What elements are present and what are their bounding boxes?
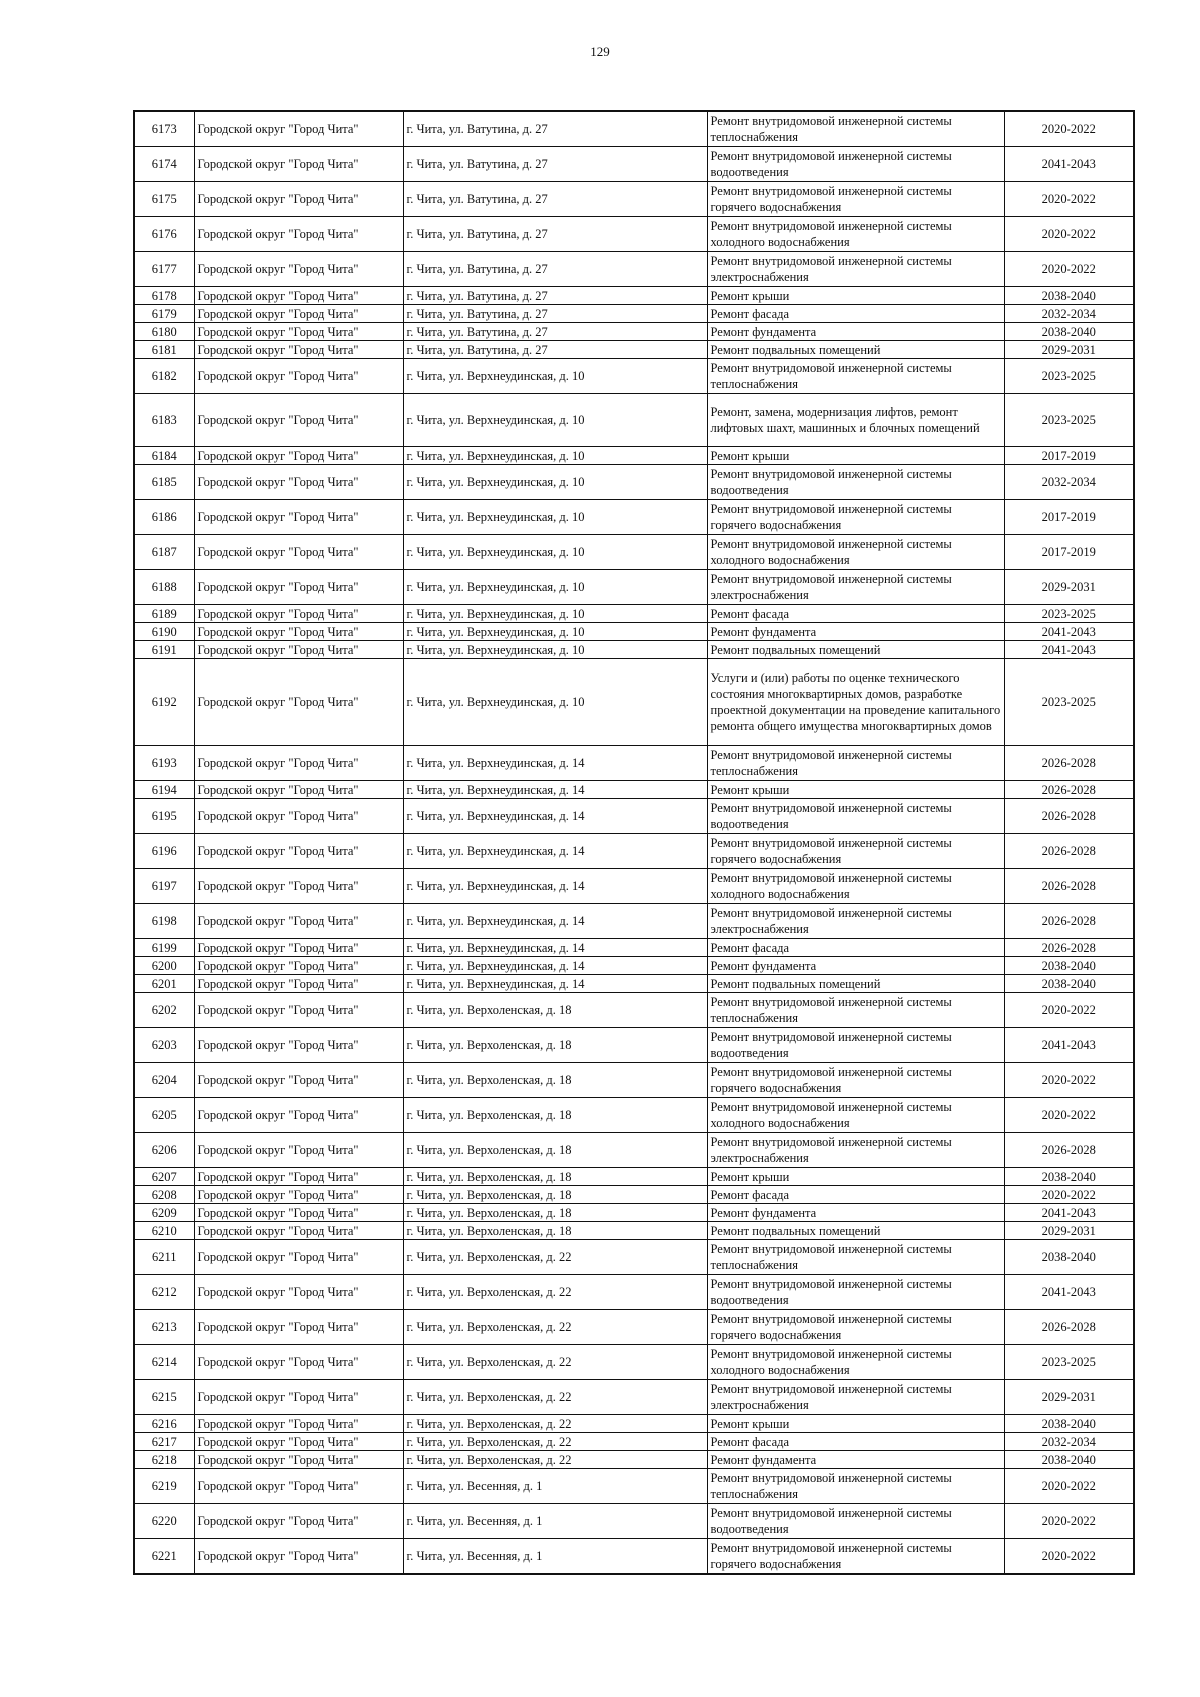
work-type-cell: Ремонт подвальных помещений [707, 975, 1004, 993]
row-number-cell: 6190 [134, 623, 194, 641]
work-type-cell: Ремонт внутридомовой инженерной системы холодного водоснабжения [707, 869, 1004, 904]
period-cell: 2023-2025 [1004, 605, 1134, 623]
address-cell: г. Чита, ул. Верхнеудинская, д. 10 [403, 535, 707, 570]
address-cell: г. Чита, ул. Верхоленская, д. 18 [403, 993, 707, 1028]
work-type-cell: Ремонт внутридомовой инженерной системы электроснабжения [707, 904, 1004, 939]
work-type-cell: Ремонт внутридомовой инженерной системы водоотведения [707, 465, 1004, 500]
work-type-cell: Ремонт внутридомовой инженерной системы холодного водоснабжения [707, 1098, 1004, 1133]
municipality-cell: Городской округ "Город Чита" [194, 182, 403, 217]
address-cell: г. Чита, ул. Верхнеудинская, д. 14 [403, 746, 707, 781]
work-type-cell: Ремонт подвальных помещений [707, 341, 1004, 359]
municipality-cell: Городской округ "Город Чита" [194, 1310, 403, 1345]
row-number-cell: 6182 [134, 359, 194, 394]
table-row [134, 1310, 1134, 1345]
period-cell: 2017-2019 [1004, 447, 1134, 465]
table-row [134, 1133, 1134, 1168]
period-cell: 2023-2025 [1004, 659, 1134, 746]
address-cell: г. Чита, ул. Ватутина, д. 27 [403, 217, 707, 252]
table-row [134, 993, 1134, 1028]
municipality-cell: Городской округ "Город Чита" [194, 111, 403, 147]
work-type-cell: Ремонт фасада [707, 1186, 1004, 1204]
period-cell: 2038-2040 [1004, 1415, 1134, 1433]
table-row [134, 1204, 1134, 1222]
row-number-cell: 6221 [134, 1539, 194, 1575]
row-number-cell: 6174 [134, 147, 194, 182]
table-row [134, 500, 1134, 535]
address-cell: г. Чита, ул. Верхоленская, д. 18 [403, 1098, 707, 1133]
work-type-cell: Ремонт подвальных помещений [707, 641, 1004, 659]
row-number-cell: 6198 [134, 904, 194, 939]
table-row [134, 465, 1134, 500]
municipality-cell: Городской округ "Город Чита" [194, 394, 403, 447]
address-cell: г. Чита, ул. Верхнеудинская, д. 10 [403, 447, 707, 465]
table-row [134, 1240, 1134, 1275]
work-type-cell: Ремонт внутридомовой инженерной системы горячего водоснабжения [707, 834, 1004, 869]
table-row [134, 869, 1134, 904]
address-cell: г. Чита, ул. Ватутина, д. 27 [403, 305, 707, 323]
work-type-cell: Ремонт крыши [707, 287, 1004, 305]
period-cell: 2020-2022 [1004, 182, 1134, 217]
address-cell: г. Чита, ул. Верхоленская, д. 22 [403, 1310, 707, 1345]
address-cell: г. Чита, ул. Верхнеудинская, д. 10 [403, 394, 707, 447]
row-number-cell: 6200 [134, 957, 194, 975]
table-row [134, 1275, 1134, 1310]
municipality-cell: Городской округ "Город Чита" [194, 1168, 403, 1186]
municipality-cell: Городской округ "Город Чита" [194, 957, 403, 975]
row-number-cell: 6209 [134, 1204, 194, 1222]
work-type-cell: Ремонт внутридомовой инженерной системы горячего водоснабжения [707, 1539, 1004, 1575]
period-cell: 2038-2040 [1004, 287, 1134, 305]
work-type-cell: Ремонт крыши [707, 781, 1004, 799]
row-number-cell: 6212 [134, 1275, 194, 1310]
table-row [134, 1222, 1134, 1240]
address-cell: г. Чита, ул. Верхоленская, д. 22 [403, 1451, 707, 1469]
municipality-cell: Городской округ "Город Чита" [194, 1028, 403, 1063]
table-row [134, 1469, 1134, 1504]
work-type-cell: Ремонт крыши [707, 1415, 1004, 1433]
work-type-cell: Ремонт фасада [707, 605, 1004, 623]
row-number-cell: 6180 [134, 323, 194, 341]
address-cell: г. Чита, ул. Верхоленская, д. 18 [403, 1186, 707, 1204]
municipality-cell: Городской округ "Город Чита" [194, 659, 403, 746]
row-number-cell: 6184 [134, 447, 194, 465]
period-cell: 2041-2043 [1004, 641, 1134, 659]
municipality-cell: Городской округ "Город Чита" [194, 323, 403, 341]
row-number-cell: 6177 [134, 252, 194, 287]
period-cell: 2032-2034 [1004, 305, 1134, 323]
municipality-cell: Городской округ "Город Чита" [194, 500, 403, 535]
table-row [134, 1380, 1134, 1415]
work-type-cell: Ремонт внутридомовой инженерной системы электроснабжения [707, 570, 1004, 605]
work-type-cell: Ремонт внутридомовой инженерной системы горячего водоснабжения [707, 1310, 1004, 1345]
address-cell: г. Чита, ул. Ватутина, д. 27 [403, 323, 707, 341]
row-number-cell: 6186 [134, 500, 194, 535]
municipality-cell: Городской округ "Город Чита" [194, 1222, 403, 1240]
table-row [134, 359, 1134, 394]
row-number-cell: 6193 [134, 746, 194, 781]
municipality-cell: Городской округ "Город Чита" [194, 869, 403, 904]
municipality-cell: Городской округ "Город Чита" [194, 570, 403, 605]
row-number-cell: 6206 [134, 1133, 194, 1168]
work-type-cell: Ремонт фундамента [707, 623, 1004, 641]
work-type-cell: Ремонт внутридомовой инженерной системы водоотведения [707, 1275, 1004, 1310]
period-cell: 2020-2022 [1004, 993, 1134, 1028]
address-cell: г. Чита, ул. Верхнеудинская, д. 10 [403, 465, 707, 500]
work-type-cell: Ремонт фасада [707, 939, 1004, 957]
row-number-cell: 6181 [134, 341, 194, 359]
address-cell: г. Чита, ул. Верхоленская, д. 22 [403, 1433, 707, 1451]
municipality-cell: Городской округ "Город Чита" [194, 1380, 403, 1415]
period-cell: 2020-2022 [1004, 1539, 1134, 1575]
row-number-cell: 6194 [134, 781, 194, 799]
work-type-cell: Ремонт фундамента [707, 323, 1004, 341]
row-number-cell: 6204 [134, 1063, 194, 1098]
work-type-cell: Ремонт внутридомовой инженерной системы теплоснабжения [707, 111, 1004, 147]
municipality-cell: Городской округ "Город Чита" [194, 623, 403, 641]
municipality-cell: Городской округ "Город Чита" [194, 904, 403, 939]
address-cell: г. Чита, ул. Верхоленская, д. 18 [403, 1028, 707, 1063]
table-row [134, 182, 1134, 217]
period-cell: 2026-2028 [1004, 904, 1134, 939]
table-row [134, 1451, 1134, 1469]
work-type-cell: Ремонт внутридомовой инженерной системы теплоснабжения [707, 359, 1004, 394]
municipality-cell: Городской округ "Город Чита" [194, 605, 403, 623]
period-cell: 2026-2028 [1004, 781, 1134, 799]
period-cell: 2041-2043 [1004, 147, 1134, 182]
municipality-cell: Городской округ "Город Чита" [194, 147, 403, 182]
address-cell: г. Чита, ул. Верхоленская, д. 18 [403, 1168, 707, 1186]
row-number-cell: 6210 [134, 1222, 194, 1240]
work-type-cell: Ремонт фундамента [707, 1451, 1004, 1469]
address-cell: г. Чита, ул. Верхоленская, д. 22 [403, 1275, 707, 1310]
row-number-cell: 6183 [134, 394, 194, 447]
work-type-cell: Ремонт внутридомовой инженерной системы теплоснабжения [707, 746, 1004, 781]
address-cell: г. Чита, ул. Верхнеудинская, д. 14 [403, 799, 707, 834]
period-cell: 2020-2022 [1004, 252, 1134, 287]
table-row [134, 834, 1134, 869]
table-row [134, 781, 1134, 799]
table-row [134, 1168, 1134, 1186]
repair-schedule-table [133, 110, 1135, 1575]
work-type-cell: Ремонт внутридомовой инженерной системы теплоснабжения [707, 993, 1004, 1028]
address-cell: г. Чита, ул. Верхнеудинская, д. 14 [403, 939, 707, 957]
address-cell: г. Чита, ул. Верхнеудинская, д. 14 [403, 869, 707, 904]
period-cell: 2041-2043 [1004, 1275, 1134, 1310]
address-cell: г. Чита, ул. Верхнеудинская, д. 10 [403, 623, 707, 641]
address-cell: г. Чита, ул. Верхнеудинская, д. 14 [403, 904, 707, 939]
table-row [134, 799, 1134, 834]
table-row [134, 217, 1134, 252]
table-row [134, 623, 1134, 641]
period-cell: 2020-2022 [1004, 1186, 1134, 1204]
row-number-cell: 6173 [134, 111, 194, 147]
period-cell: 2020-2022 [1004, 1504, 1134, 1539]
work-type-cell: Ремонт внутридомовой инженерной системы горячего водоснабжения [707, 500, 1004, 535]
work-type-cell: Ремонт крыши [707, 447, 1004, 465]
municipality-cell: Городской округ "Город Чита" [194, 939, 403, 957]
row-number-cell: 6192 [134, 659, 194, 746]
work-type-cell: Ремонт, замена, модернизация лифтов, ремонт лифтовых шахт, машинных и блочных помещений [707, 394, 1004, 447]
municipality-cell: Городской округ "Город Чита" [194, 287, 403, 305]
table-row [134, 659, 1134, 746]
work-type-cell: Ремонт крыши [707, 1168, 1004, 1186]
address-cell: г. Чита, ул. Верхнеудинская, д. 14 [403, 957, 707, 975]
period-cell: 2032-2034 [1004, 1433, 1134, 1451]
work-type-cell: Ремонт фасада [707, 1433, 1004, 1451]
address-cell: г. Чита, ул. Верхнеудинская, д. 14 [403, 781, 707, 799]
table-row [134, 1063, 1134, 1098]
table-row [134, 957, 1134, 975]
row-number-cell: 6216 [134, 1415, 194, 1433]
table-row [134, 1415, 1134, 1433]
address-cell: г. Чита, ул. Верхнеудинская, д. 10 [403, 570, 707, 605]
row-number-cell: 6205 [134, 1098, 194, 1133]
address-cell: г. Чита, ул. Весенняя, д. 1 [403, 1539, 707, 1575]
municipality-cell: Городской округ "Город Чита" [194, 447, 403, 465]
period-cell: 2038-2040 [1004, 323, 1134, 341]
period-cell: 2026-2028 [1004, 1133, 1134, 1168]
work-type-cell: Ремонт внутридомовой инженерной системы теплоснабжения [707, 1469, 1004, 1504]
period-cell: 2023-2025 [1004, 359, 1134, 394]
period-cell: 2026-2028 [1004, 834, 1134, 869]
row-number-cell: 6220 [134, 1504, 194, 1539]
period-cell: 2038-2040 [1004, 1451, 1134, 1469]
period-cell: 2041-2043 [1004, 623, 1134, 641]
address-cell: г. Чита, ул. Верхнеудинская, д. 10 [403, 641, 707, 659]
row-number-cell: 6179 [134, 305, 194, 323]
work-type-cell: Услуги и (или) работы по оценке технического состояния многоквартирных домов, разработке проектной документации на проведение капитального ремонта общего имущества многоквартирных домов [707, 659, 1004, 746]
row-number-cell: 6188 [134, 570, 194, 605]
table-row [134, 1098, 1134, 1133]
municipality-cell: Городской округ "Город Чита" [194, 1345, 403, 1380]
table-body [134, 111, 1134, 1574]
municipality-cell: Городской округ "Город Чита" [194, 1098, 403, 1133]
row-number-cell: 6213 [134, 1310, 194, 1345]
address-cell: г. Чита, ул. Верхнеудинская, д. 10 [403, 359, 707, 394]
period-cell: 2026-2028 [1004, 869, 1134, 904]
table-row [134, 1186, 1134, 1204]
address-cell: г. Чита, ул. Верхнеудинская, д. 10 [403, 659, 707, 746]
municipality-cell: Городской округ "Город Чита" [194, 1240, 403, 1275]
municipality-cell: Городской округ "Город Чита" [194, 1204, 403, 1222]
address-cell: г. Чита, ул. Ватутина, д. 27 [403, 287, 707, 305]
work-type-cell: Ремонт фундамента [707, 957, 1004, 975]
municipality-cell: Городской округ "Город Чита" [194, 217, 403, 252]
work-type-cell: Ремонт подвальных помещений [707, 1222, 1004, 1240]
work-type-cell: Ремонт внутридомовой инженерной системы горячего водоснабжения [707, 1063, 1004, 1098]
municipality-cell: Городской округ "Город Чита" [194, 1275, 403, 1310]
address-cell: г. Чита, ул. Ватутина, д. 27 [403, 182, 707, 217]
period-cell: 2026-2028 [1004, 939, 1134, 957]
table-row [134, 447, 1134, 465]
address-cell: г. Чита, ул. Ватутина, д. 27 [403, 111, 707, 147]
municipality-cell: Городской округ "Город Чита" [194, 1433, 403, 1451]
work-type-cell: Ремонт внутридомовой инженерной системы электроснабжения [707, 1133, 1004, 1168]
address-cell: г. Чита, ул. Верхоленская, д. 22 [403, 1415, 707, 1433]
municipality-cell: Городской округ "Город Чита" [194, 993, 403, 1028]
municipality-cell: Городской округ "Город Чита" [194, 305, 403, 323]
table-row [134, 975, 1134, 993]
municipality-cell: Городской округ "Город Чита" [194, 834, 403, 869]
address-cell: г. Чита, ул. Верхоленская, д. 18 [403, 1222, 707, 1240]
table-row [134, 341, 1134, 359]
period-cell: 2038-2040 [1004, 957, 1134, 975]
municipality-cell: Городской округ "Город Чита" [194, 1133, 403, 1168]
table-row [134, 394, 1134, 447]
row-number-cell: 6175 [134, 182, 194, 217]
row-number-cell: 6207 [134, 1168, 194, 1186]
work-type-cell: Ремонт внутридомовой инженерной системы электроснабжения [707, 1380, 1004, 1415]
period-cell: 2023-2025 [1004, 394, 1134, 447]
table-row [134, 1433, 1134, 1451]
period-cell: 2032-2034 [1004, 465, 1134, 500]
address-cell: г. Чита, ул. Ватутина, д. 27 [403, 252, 707, 287]
row-number-cell: 6195 [134, 799, 194, 834]
period-cell: 2026-2028 [1004, 746, 1134, 781]
address-cell: г. Чита, ул. Ватутина, д. 27 [403, 341, 707, 359]
period-cell: 2017-2019 [1004, 535, 1134, 570]
period-cell: 2041-2043 [1004, 1028, 1134, 1063]
address-cell: г. Чита, ул. Верхнеудинская, д. 10 [403, 605, 707, 623]
row-number-cell: 6191 [134, 641, 194, 659]
municipality-cell: Городской округ "Город Чита" [194, 1186, 403, 1204]
table-row [134, 305, 1134, 323]
work-type-cell: Ремонт внутридомовой инженерной системы водоотведения [707, 1028, 1004, 1063]
period-cell: 2029-2031 [1004, 1380, 1134, 1415]
table-row [134, 252, 1134, 287]
municipality-cell: Городской округ "Город Чита" [194, 1451, 403, 1469]
municipality-cell: Городской округ "Город Чита" [194, 975, 403, 993]
row-number-cell: 6202 [134, 993, 194, 1028]
row-number-cell: 6185 [134, 465, 194, 500]
period-cell: 2020-2022 [1004, 1063, 1134, 1098]
row-number-cell: 6189 [134, 605, 194, 623]
address-cell: г. Чита, ул. Весенняя, д. 1 [403, 1469, 707, 1504]
work-type-cell: Ремонт внутридомовой инженерной системы водоотведения [707, 147, 1004, 182]
municipality-cell: Городской округ "Город Чита" [194, 535, 403, 570]
municipality-cell: Городской округ "Город Чита" [194, 465, 403, 500]
row-number-cell: 6196 [134, 834, 194, 869]
municipality-cell: Городской округ "Город Чита" [194, 1063, 403, 1098]
row-number-cell: 6203 [134, 1028, 194, 1063]
row-number-cell: 6218 [134, 1451, 194, 1469]
period-cell: 2029-2031 [1004, 1222, 1134, 1240]
address-cell: г. Чита, ул. Верхнеудинская, д. 10 [403, 500, 707, 535]
table-row [134, 1539, 1134, 1575]
period-cell: 2038-2040 [1004, 1240, 1134, 1275]
row-number-cell: 6208 [134, 1186, 194, 1204]
municipality-cell: Городской округ "Город Чита" [194, 359, 403, 394]
municipality-cell: Городской округ "Город Чита" [194, 341, 403, 359]
row-number-cell: 6197 [134, 869, 194, 904]
row-number-cell: 6214 [134, 1345, 194, 1380]
period-cell: 2020-2022 [1004, 1469, 1134, 1504]
period-cell: 2029-2031 [1004, 341, 1134, 359]
row-number-cell: 6201 [134, 975, 194, 993]
page-number: 129 [590, 44, 610, 59]
work-type-cell: Ремонт внутридомовой инженерной системы теплоснабжения [707, 1240, 1004, 1275]
work-type-cell: Ремонт внутридомовой инженерной системы холодного водоснабжения [707, 1345, 1004, 1380]
address-cell: г. Чита, ул. Верхоленская, д. 18 [403, 1204, 707, 1222]
municipality-cell: Городской округ "Город Чита" [194, 799, 403, 834]
period-cell: 2026-2028 [1004, 799, 1134, 834]
period-cell: 2026-2028 [1004, 1310, 1134, 1345]
municipality-cell: Городской округ "Город Чита" [194, 746, 403, 781]
address-cell: г. Чита, ул. Верхоленская, д. 22 [403, 1380, 707, 1415]
row-number-cell: 6176 [134, 217, 194, 252]
period-cell: 2038-2040 [1004, 1168, 1134, 1186]
municipality-cell: Городской округ "Город Чита" [194, 1469, 403, 1504]
period-cell: 2020-2022 [1004, 111, 1134, 147]
period-cell: 2020-2022 [1004, 217, 1134, 252]
table-row [134, 1504, 1134, 1539]
municipality-cell: Городской округ "Город Чита" [194, 641, 403, 659]
table-row [134, 1028, 1134, 1063]
table-row [134, 323, 1134, 341]
work-type-cell: Ремонт внутридомовой инженерной системы горячего водоснабжения [707, 182, 1004, 217]
table-row [134, 147, 1134, 182]
table-row [134, 535, 1134, 570]
municipality-cell: Городской округ "Город Чита" [194, 1415, 403, 1433]
municipality-cell: Городской округ "Город Чита" [194, 781, 403, 799]
address-cell: г. Чита, ул. Верхнеудинская, д. 14 [403, 834, 707, 869]
table-row [134, 287, 1134, 305]
table-row [134, 1345, 1134, 1380]
address-cell: г. Чита, ул. Верхоленская, д. 22 [403, 1240, 707, 1275]
row-number-cell: 6178 [134, 287, 194, 305]
period-cell: 2023-2025 [1004, 1345, 1134, 1380]
table-row [134, 939, 1134, 957]
row-number-cell: 6215 [134, 1380, 194, 1415]
address-cell: г. Чита, ул. Весенняя, д. 1 [403, 1504, 707, 1539]
work-type-cell: Ремонт внутридомовой инженерной системы электроснабжения [707, 252, 1004, 287]
address-cell: г. Чита, ул. Верхоленская, д. 18 [403, 1133, 707, 1168]
work-type-cell: Ремонт фасада [707, 305, 1004, 323]
period-cell: 2017-2019 [1004, 500, 1134, 535]
work-type-cell: Ремонт фундамента [707, 1204, 1004, 1222]
address-cell: г. Чита, ул. Верхоленская, д. 18 [403, 1063, 707, 1098]
municipality-cell: Городской округ "Город Чита" [194, 252, 403, 287]
period-cell: 2020-2022 [1004, 1098, 1134, 1133]
period-cell: 2029-2031 [1004, 570, 1134, 605]
row-number-cell: 6219 [134, 1469, 194, 1504]
row-number-cell: 6211 [134, 1240, 194, 1275]
work-type-cell: Ремонт внутридомовой инженерной системы холодного водоснабжения [707, 535, 1004, 570]
table-row [134, 904, 1134, 939]
table-row [134, 570, 1134, 605]
work-type-cell: Ремонт внутридомовой инженерной системы водоотведения [707, 1504, 1004, 1539]
table-row [134, 605, 1134, 623]
period-cell: 2041-2043 [1004, 1204, 1134, 1222]
table-row [134, 746, 1134, 781]
address-cell: г. Чита, ул. Верхоленская, д. 22 [403, 1345, 707, 1380]
table-row [134, 111, 1134, 147]
row-number-cell: 6199 [134, 939, 194, 957]
table-row [134, 641, 1134, 659]
row-number-cell: 6187 [134, 535, 194, 570]
municipality-cell: Городской округ "Город Чита" [194, 1539, 403, 1575]
work-type-cell: Ремонт внутридомовой инженерной системы холодного водоснабжения [707, 217, 1004, 252]
row-number-cell: 6217 [134, 1433, 194, 1451]
period-cell: 2038-2040 [1004, 975, 1134, 993]
municipality-cell: Городской округ "Город Чита" [194, 1504, 403, 1539]
work-type-cell: Ремонт внутридомовой инженерной системы водоотведения [707, 799, 1004, 834]
address-cell: г. Чита, ул. Ватутина, д. 27 [403, 147, 707, 182]
address-cell: г. Чита, ул. Верхнеудинская, д. 14 [403, 975, 707, 993]
